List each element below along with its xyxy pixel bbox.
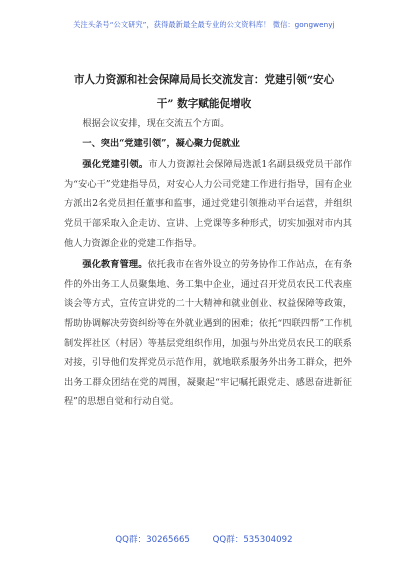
- paragraph-party-leadership: [64, 155, 352, 253]
- footer-qq-group-1: QQ群：30265665: [115, 535, 190, 545]
- footer-qq-group-2: QQ群：535304092: [212, 535, 293, 545]
- document-title: [48, 68, 360, 116]
- paragraph-party-leadership-text: 市人力资源社会保障局选派1名副县级党员干部作为“安心干”党建指导员，对安心人力公司党建工作进行指导，国有企业方派出2名党员担任董事和监事，通过党建引领推动平台运营，并组织党员干部采取入企走访、宣讲、上党课等多种形式，切实加强对市内其他人力资源企业的党建工作指导。: [64, 159, 352, 249]
- document-title-line-2: 干” 数字赋能促增收: [156, 98, 252, 110]
- paragraph-education-management-text: 依托我市在省外设立的劳务协作工作站点，在有条件的外出务工人员聚集地、务工集中企业，通过召开党员农民工代表座谈会等方式，宣传宣讲党的二十大精神和就业创业、权益保障等政策，帮助协调解决劳资纠纷等在外就业遇到的困难；依托“四联四帮”工作机制发挥社区（村居）等基层党组织作用，加强与外出党员农民工的联系对接，引导他们发挥党员示范作用，就地联系服务外出务工群众，把外出务工群众团结在党的周围，凝聚起“牢记嘱托跟党走、感恩奋进新征程”的思想自觉和行动自觉。: [64, 259, 353, 408]
- paragraph-education-management-lead: 强化教育管理。: [82, 259, 148, 271]
- footer-contact: [0, 533, 408, 545]
- paragraph-party-leadership-lead: 强化党建引领。: [82, 159, 149, 171]
- document-body: [64, 114, 352, 412]
- document-title-line-1: 市人力资源和社会保障局局长交流发言：党建引领“安心: [73, 74, 335, 86]
- header-promo-note: 关注头条号“公文研究”，获得最新最全最专业的公文资料库！ 微信：gongwenyj: [73, 20, 335, 29]
- paragraph-education-management: [64, 255, 352, 412]
- intro-paragraph: 根据会议安排，现在交流五个方面。: [82, 118, 230, 129]
- section-1-heading: 一、突出“党建引领”，凝心聚力促就业: [82, 137, 240, 149]
